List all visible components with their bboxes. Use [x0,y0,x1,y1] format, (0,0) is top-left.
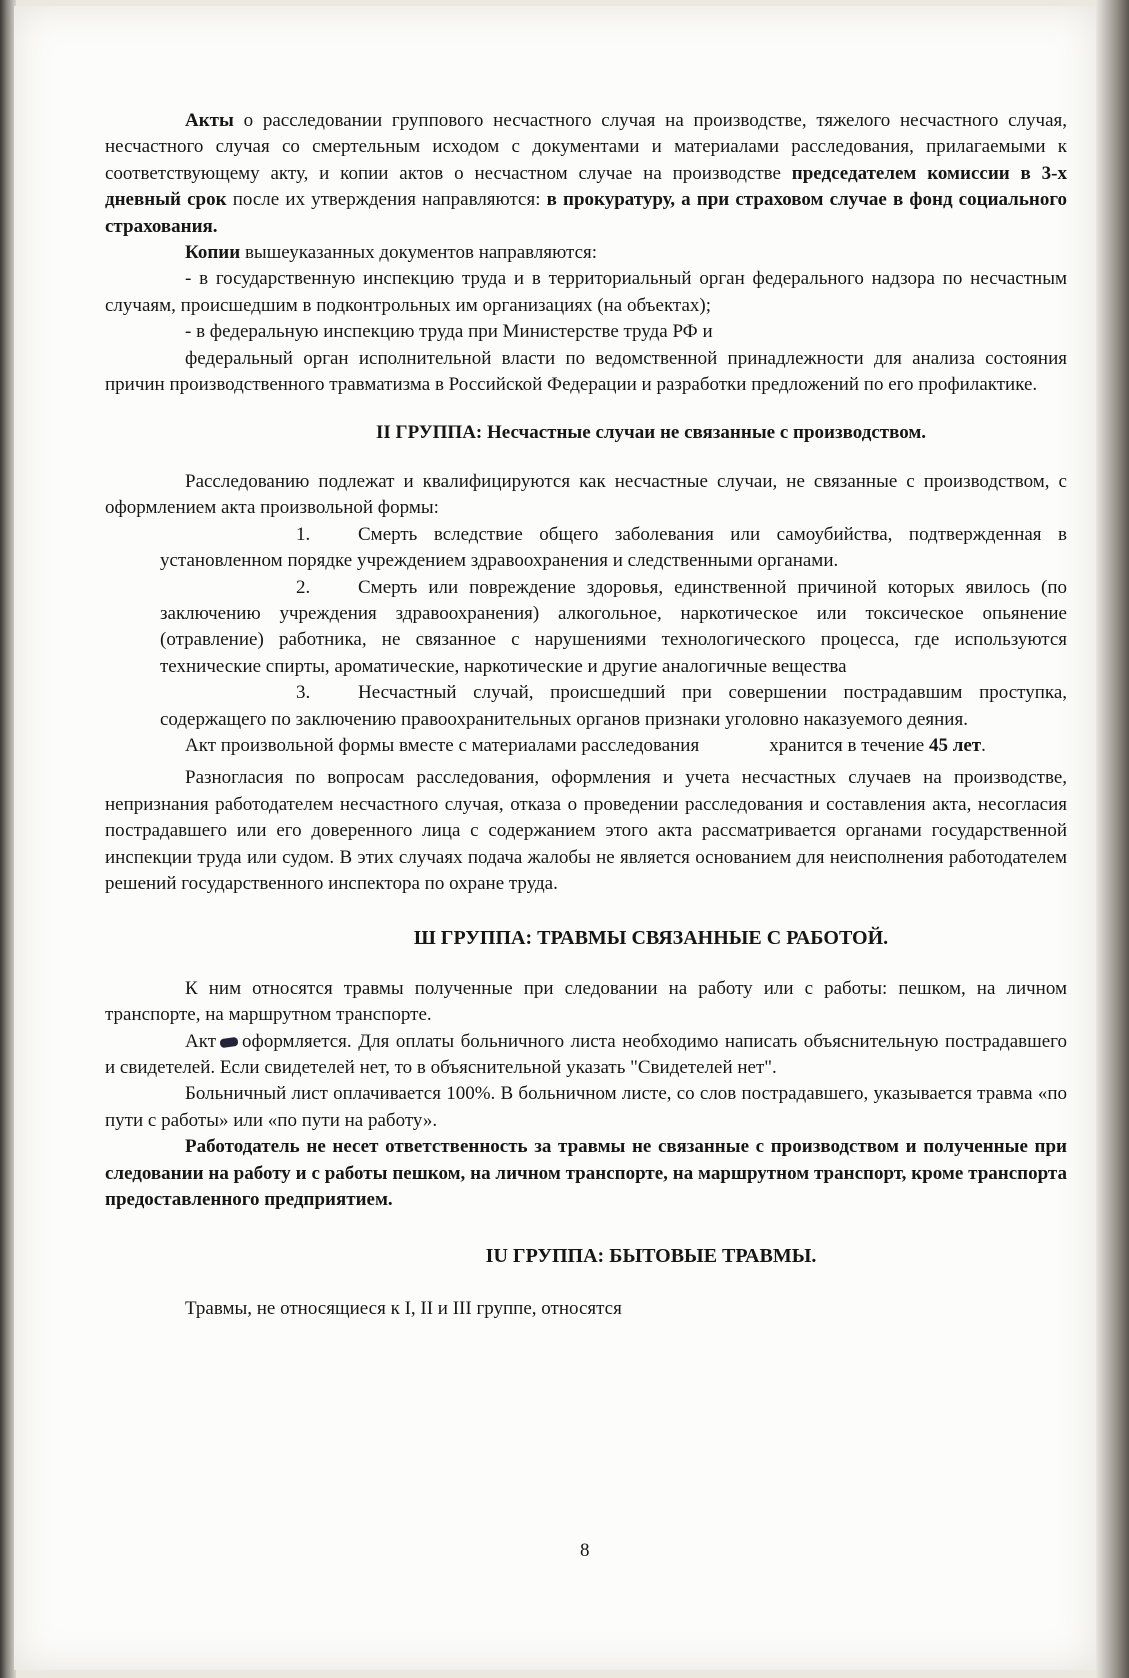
paragraph-state-inspection: - в государственную инспекцию труда и в территориальный орган федерального надзора по несчастным случаям, происшедшим в подконтрольных им организациях (на объектах); [105,268,1067,316]
group2-item-3 [105,680,1067,733]
storage-text-2: хранится в течение [769,734,925,756]
paragraph-federal-body: федеральный орган исполнительной власти по ведомственной принадлежности для анализа состояния причин производственного травматизма в Российской Федерации и разработки предложений по его профилактике. [105,347,1067,396]
ink-blot-mark [219,1037,238,1048]
group2-intro: Расследованию подлежат и квалифицируются как несчастные случаи, не связанные с производством, с оформлением акта произвольной формы: [105,470,1067,519]
paragraph-copies [105,240,1067,266]
group4-heading: IU ГРУППА: БЫТОВЫЕ ТРАВМЫ. [485,1245,817,1268]
storage-end: . [981,734,986,756]
item-number: 1. [296,523,311,545]
storage-text-1: Акт произвольной формы вместе с материалами расследования [185,734,700,756]
paragraph-storage [105,733,1067,759]
item-number: 2. [296,576,311,598]
group3-paragraph-1: К ним относятся травмы полученные при следовании на работу или с работы: пешком, на личном транспорте, на маршрутном транспорте. [105,977,1067,1026]
copies-text: вышеуказанных документов направляются: [240,242,598,264]
act-text: оформляется. Для оплаты больничного листа необходимо написать объяснительную пострадавшего и свидетелей. Если свидетелей нет, то в объяснительной указать "Свидетелей нет". [105,1030,1067,1078]
group2-heading: II ГРУППА: Несчастные случаи не связанные с производством. [375,422,927,444]
item-number: 3. [296,682,311,704]
item-text: Смерть или повреждение здоровья, единственной причиной которых явилось (по заключению учреждения здравоохранения) алкогольное, наркотическое или токсическое опьянение (отравление) работника, не связанное с нарушениями технологического процесса, где используются технические спирты, ароматические, наркотические и другие аналогичные вещества [160,576,1067,677]
paragraph-federal-inspection: - в федеральную инспекцию труда при Министерстве труда РФ и [185,321,713,343]
document-body [105,108,1067,1322]
group4-paragraph-1: Травмы, не относящиеся к I, II и III группе, относятся [185,1297,622,1319]
item-text: Смерть вследствие общего заболевания или самоубийства, подтвержденная в установленном порядке учреждением здравоохранения и следственными органами. [160,523,1067,572]
acts-deadline: председателем комиссии в 3-х дневный срок [105,162,1067,211]
acts-text-2: после их утверждения направляются: [226,189,547,211]
page-shadow-right [1096,0,1129,1678]
page-number: 8 [580,1540,590,1561]
acts-lead: Акты [185,110,234,131]
group2-item-1 [105,522,1067,575]
item-text: Несчастный случай, происшедший при совершении пострадавшим проступка, содержащего по заключению правоохранительных органов признаки уголовно наказуемого деяния. [160,682,1067,730]
group3-paragraph-4: Работодатель не несет ответственность за травмы не связанные с производством и полученные при следовании на работу и с работы пешком, на личном транспорте, на маршрутном транспорт, кроме транспорта предоставленного предприятием. [105,1136,1067,1211]
group2-item-2 [105,575,1067,681]
group3-paragraph-3: Больничный лист оплачивается 100%. В больничном листе, со слов пострадавшего, указывается травма «по пути с работы» или «по пути на работу». [105,1083,1067,1131]
group3-heading: Ш ГРУППА: ТРАВМЫ СВЯЗАННЫЕ С РАБОТОЙ. [413,927,889,950]
paragraph-acts [105,108,1067,240]
acts-text-1: о расследовании группового несчастного случая на производстве, тяжелого несчастного случая, несчастного случая со смертельным исходом с документами и материалами расследования, прилагаемыми к соответствующему акту, и копии актов о несчастном случае на производстве [105,110,1067,184]
acts-recipients: в прокуратуру, а при страховом случае в фонд социального страхования. [105,189,1067,237]
act-lead: Акт [185,1030,217,1052]
paragraph-disputes: Разногласия по вопросам расследования, оформления и учета несчастных случаев на производстве, непризнания работодателем несчастного случая, отказа о проведении расследования и составления акта, несогласия пострадавшего или его доверенного лица с содержанием этого акта рассматривается органами государственной инспекции труда или судом. В этих случаях подача жалобы не является основанием для неисполнения работодателем решений государственного инспектора по охране труда. [105,767,1067,894]
group3-paragraph-2 [105,1029,1067,1082]
storage-period: 45 лет [928,734,982,756]
copies-lead: Копии [185,242,241,264]
